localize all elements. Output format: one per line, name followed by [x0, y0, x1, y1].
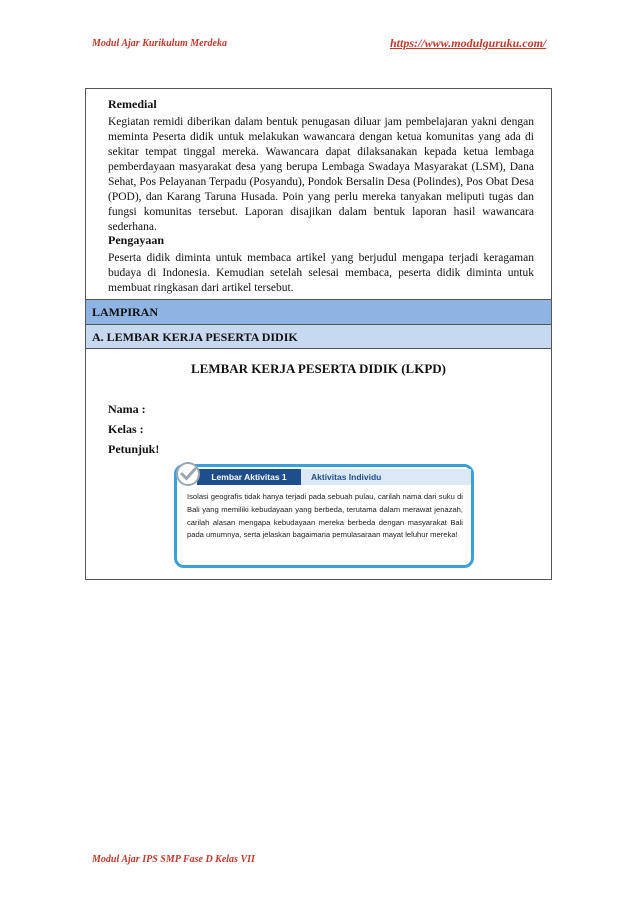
activity-card	[174, 464, 474, 568]
header-module-title: Modul Ajar Kurikulum Merdeka	[92, 38, 227, 49]
remedial-title: Remedial	[108, 97, 157, 111]
pengayaan-title: Pengayaan	[108, 233, 165, 247]
kelas-label: Kelas :	[108, 422, 144, 436]
content-frame	[85, 88, 552, 580]
remedial-section	[108, 97, 534, 235]
petunjuk-label: Petunjuk!	[108, 442, 160, 456]
activity-instruction: Isolasi geografis tidak hanya terjadi pada sebuah pulau, carilah nama dari suku di Bali yang memiliki kebudayaan yang berbeda, terutama dalam merawat jenazah, carilah alasan mengapa kebudayaan mereka berbeda dengan masyarakat Bali pada umumnya, serta jelaskan bagaimana pemulasaraan mayat leluhur mereka!	[187, 492, 463, 540]
lampiran-header: LAMPIRAN	[86, 299, 551, 324]
activity-tab-type: Aktivitas Individu	[301, 469, 471, 485]
pengayaan-text: Peserta didik diminta untuk membaca artikel yang berjudul mengapa terjadi keragaman budaya di Indonesia. Kemudian setelah selesai membaca, peserta didik diminta untuk membuat ringkasan dari artikel tersebut.	[108, 252, 534, 294]
checkmark-icon	[175, 461, 201, 487]
footer-module-title: Modul Ajar IPS SMP Fase D Kelas VII	[92, 854, 255, 865]
lkpd-title: LEMBAR KERJA PESERTA DIDIK (LKPD)	[191, 361, 446, 376]
pengayaan-section	[108, 233, 534, 296]
remedial-text: Kegiatan remidi diberikan dalam bentuk penugasan diluar jam pembelajaran yakni dengan meminta Peserta didik untuk melakukan wawancara dengan ketua komunitas yang ada di sekitar tempat tinggal mereka. Wawancara dapat dilaksanakan kepada ketua lembaga pemberdayaan masyarakat desa yang berupa Lembaga Swadaya Masyarakat (LSM), Dana Sehat, Pos Pelayanan Terpadu (Posyandu), Pondok Bersalin Desa (Polindes), Pos Obat Desa (POD), dan Karang Taruna Husada. Poin yang perlu mereka tanyakan meliputi tugas dan fungsi komunitas tersebut. Laporan disajikan dalam bentuk laporan hasil wawancara sederhana.	[108, 116, 534, 233]
nama-label: Nama :	[108, 402, 146, 416]
lkpd-section-header: A. LEMBAR KERJA PESERTA DIDIK	[86, 324, 551, 349]
header-website-link[interactable]: https://www.modulguruku.com/	[390, 36, 547, 50]
activity-tab-label: Lembar Aktivitas 1	[197, 469, 301, 485]
